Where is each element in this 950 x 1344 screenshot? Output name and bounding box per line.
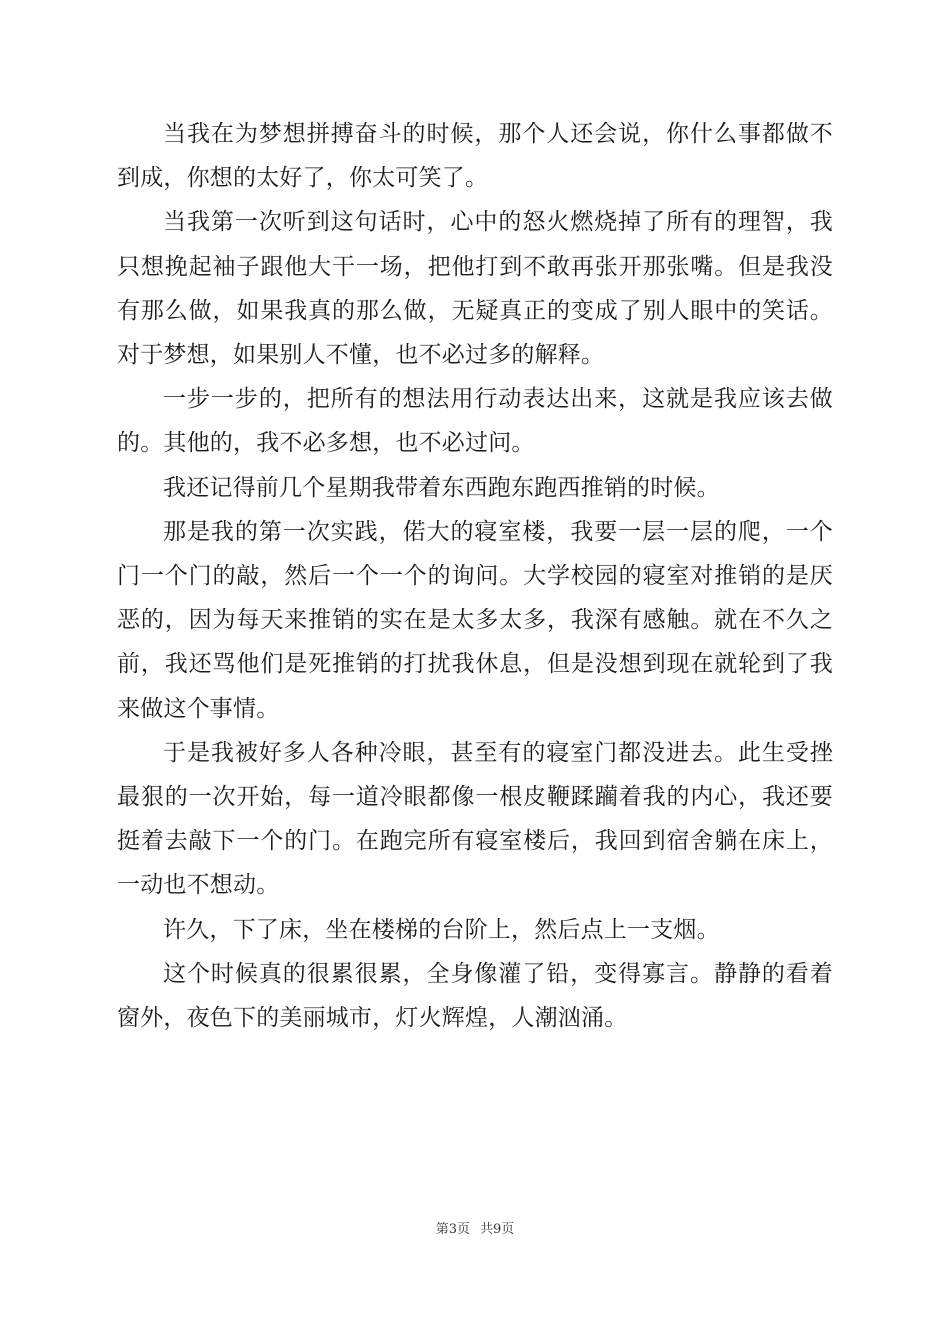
document-body xyxy=(117,112,833,1040)
paragraph: 这个时候真的很累很累，全身像灌了铅，变得寡言。静静的看着窗外，夜色下的美丽城市，灯火辉煌，人潮汹涌。 xyxy=(117,960,833,1032)
paragraph: 当我在为梦想拼搏奋斗的时候，那个人还会说，你什么事都做不到成，你想的太好了，你太可笑了。 xyxy=(117,121,833,192)
paragraph: 一步一步的，把所有的想法用行动表达出来，这就是我应该去做的。其他的，我不必多想，也不必过问。 xyxy=(117,386,833,457)
paragraph: 许久，下了床，坐在楼梯的台阶上，然后点上一支烟。 xyxy=(163,916,720,943)
paragraph: 于是我被好多人各种冷眼，甚至有的寝室门都没进去。此生受挫最狠的一次开始，每一道冷眼都像一根皮鞭蹂躏着我的内心，我还要挺着去敲下一个的门。在跑完所有寝室楼后，我回到宿舍躺在床上，一动也不想动。 xyxy=(117,739,833,899)
page-number-current: 第3页 xyxy=(435,1222,470,1237)
paragraph: 我还记得前几个星期我带着东西跑东跑西推销的时候。 xyxy=(163,474,720,501)
page-number-total: 共9页 xyxy=(480,1222,515,1237)
paragraph: 当我第一次听到这句话时，心中的怒火燃烧掉了所有的理智，我只想挽起袖子跟他大干一场，把他打到不敢再张开那张嘴。但是我没有那么做，如果我真的那么做，无疑真正的变成了别人眼中的笑话。对于梦想，如果别人不懂，也不必过多的解释。 xyxy=(117,209,833,369)
paragraph: 那是我的第一次实践，偌大的寝室楼，我要一层一层的爬，一个门一个门的敲，然后一个一个的询问。大学校园的寝室对推销的是厌恶的，因为每天来推销的实在是太多太多，我深有感触。就在不久之前，我还骂他们是死推销的打扰我休息，但是没想到现在就轮到了我来做这个事情。 xyxy=(117,518,833,722)
page-footer xyxy=(0,1218,950,1237)
